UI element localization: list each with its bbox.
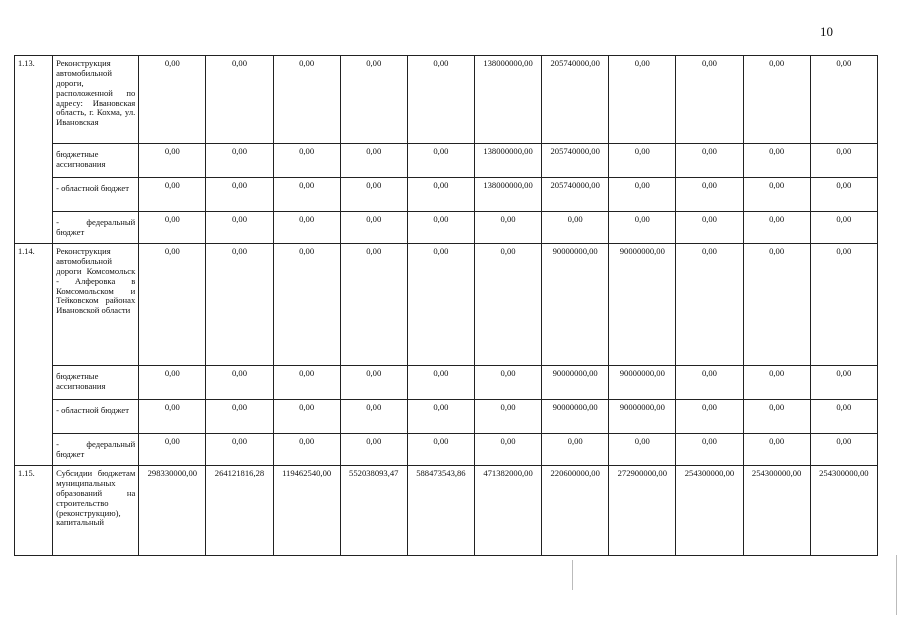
amount-cell: 138000000,00 xyxy=(474,178,541,212)
amount-cell: 0,00 xyxy=(139,178,206,212)
amount-cell: 0,00 xyxy=(340,366,407,400)
amount-cell: 0,00 xyxy=(810,400,877,434)
amount-cell: 0,00 xyxy=(743,244,810,366)
row-label: - федеральный бюджет xyxy=(53,434,139,466)
amount-cell: 0,00 xyxy=(474,400,541,434)
amount-cell: 0,00 xyxy=(273,434,340,466)
amount-cell: 552038093,47 xyxy=(340,466,407,556)
table-row xyxy=(15,244,878,366)
amount-cell: 254300000,00 xyxy=(676,466,743,556)
row-label: Реконструкция автомобильной дороги, расположенной по адресу: Ивановская область, г. Кохма, ул. Ивановская xyxy=(53,56,139,144)
amount-cell: 0,00 xyxy=(206,178,273,212)
amount-cell: 0,00 xyxy=(273,178,340,212)
amount-cell: 0,00 xyxy=(810,212,877,244)
amount-cell: 0,00 xyxy=(676,366,743,400)
amount-cell: 138000000,00 xyxy=(474,144,541,178)
row-index: 1.14. xyxy=(15,244,53,366)
amount-cell: 0,00 xyxy=(206,434,273,466)
table-row xyxy=(15,56,878,144)
budget-table xyxy=(14,55,878,556)
amount-cell: 0,00 xyxy=(810,178,877,212)
amount-cell: 90000000,00 xyxy=(542,366,609,400)
amount-cell: 205740000,00 xyxy=(542,56,609,144)
row-label: бюджетные ассигнования xyxy=(53,366,139,400)
table-row xyxy=(15,144,878,178)
amount-cell: 0,00 xyxy=(139,400,206,434)
amount-cell: 0,00 xyxy=(676,144,743,178)
row-label: Субсидии бюджетам муниципальных образований на строительство (реконструкцию), капитальный xyxy=(53,466,139,556)
amount-cell: 0,00 xyxy=(273,56,340,144)
row-label: - федеральный бюджет xyxy=(53,212,139,244)
row-index: 1.15. xyxy=(15,466,53,556)
amount-cell: 0,00 xyxy=(609,178,676,212)
amount-cell: 0,00 xyxy=(139,212,206,244)
amount-cell: 0,00 xyxy=(474,212,541,244)
amount-cell: 0,00 xyxy=(676,212,743,244)
amount-cell: 0,00 xyxy=(206,56,273,144)
amount-cell: 90000000,00 xyxy=(609,400,676,434)
amount-cell: 0,00 xyxy=(743,400,810,434)
amount-cell: 0,00 xyxy=(273,366,340,400)
amount-cell: 0,00 xyxy=(474,244,541,366)
amount-cell: 254300000,00 xyxy=(810,466,877,556)
amount-cell: 0,00 xyxy=(810,144,877,178)
table-row xyxy=(15,366,878,400)
row-index xyxy=(15,366,53,400)
amount-cell: 0,00 xyxy=(676,56,743,144)
row-index: 1.13. xyxy=(15,56,53,144)
amount-cell: 0,00 xyxy=(206,244,273,366)
amount-cell: 0,00 xyxy=(676,434,743,466)
budget-table-body xyxy=(15,56,878,556)
amount-cell: 0,00 xyxy=(340,178,407,212)
amount-cell: 0,00 xyxy=(407,366,474,400)
row-label: - областной бюджет xyxy=(53,178,139,212)
amount-cell: 298330000,00 xyxy=(139,466,206,556)
amount-cell: 0,00 xyxy=(139,244,206,366)
amount-cell: 0,00 xyxy=(407,178,474,212)
amount-cell: 0,00 xyxy=(340,56,407,144)
row-index xyxy=(15,434,53,466)
amount-cell: 0,00 xyxy=(474,366,541,400)
amount-cell: 254300000,00 xyxy=(743,466,810,556)
amount-cell: 0,00 xyxy=(139,366,206,400)
amount-cell: 0,00 xyxy=(407,400,474,434)
amount-cell: 0,00 xyxy=(743,144,810,178)
amount-cell: 0,00 xyxy=(139,144,206,178)
amount-cell: 0,00 xyxy=(206,212,273,244)
amount-cell: 0,00 xyxy=(609,144,676,178)
row-index xyxy=(15,400,53,434)
amount-cell: 0,00 xyxy=(340,434,407,466)
amount-cell: 0,00 xyxy=(273,400,340,434)
amount-cell: 0,00 xyxy=(810,56,877,144)
row-index xyxy=(15,212,53,244)
amount-cell: 0,00 xyxy=(743,366,810,400)
table-row xyxy=(15,400,878,434)
amount-cell: 0,00 xyxy=(743,212,810,244)
table-row xyxy=(15,178,878,212)
amount-cell: 0,00 xyxy=(542,434,609,466)
amount-cell: 0,00 xyxy=(340,212,407,244)
amount-cell: 0,00 xyxy=(743,178,810,212)
amount-cell: 0,00 xyxy=(340,144,407,178)
amount-cell: 0,00 xyxy=(743,56,810,144)
amount-cell: 0,00 xyxy=(676,244,743,366)
amount-cell: 0,00 xyxy=(139,56,206,144)
amount-cell: 0,00 xyxy=(810,366,877,400)
amount-cell: 205740000,00 xyxy=(542,144,609,178)
amount-cell: 0,00 xyxy=(206,400,273,434)
table-row xyxy=(15,466,878,556)
amount-cell: 0,00 xyxy=(407,56,474,144)
amount-cell: 0,00 xyxy=(542,212,609,244)
table-row xyxy=(15,434,878,466)
amount-cell: 0,00 xyxy=(407,244,474,366)
amount-cell: 0,00 xyxy=(474,434,541,466)
amount-cell: 0,00 xyxy=(609,212,676,244)
amount-cell: 0,00 xyxy=(273,244,340,366)
amount-cell: 0,00 xyxy=(676,178,743,212)
amount-cell: 0,00 xyxy=(810,244,877,366)
amount-cell: 90000000,00 xyxy=(542,400,609,434)
amount-cell: 90000000,00 xyxy=(609,244,676,366)
amount-cell: 119462540,00 xyxy=(273,466,340,556)
amount-cell: 205740000,00 xyxy=(542,178,609,212)
row-label: Реконструкция автомобильной дороги Комсомольск - Алферовка в Комсомольском и Тейковском районах Ивановской области xyxy=(53,244,139,366)
amount-cell: 0,00 xyxy=(206,144,273,178)
scan-mark xyxy=(896,555,897,615)
amount-cell: 90000000,00 xyxy=(542,244,609,366)
amount-cell: 0,00 xyxy=(609,434,676,466)
row-index xyxy=(15,144,53,178)
row-label: - областной бюджет xyxy=(53,400,139,434)
amount-cell: 0,00 xyxy=(139,434,206,466)
row-label: бюджетные ассигнования xyxy=(53,144,139,178)
row-index xyxy=(15,178,53,212)
amount-cell: 220600000,00 xyxy=(542,466,609,556)
page-number: 10 xyxy=(820,24,833,39)
amount-cell: 0,00 xyxy=(206,366,273,400)
amount-cell: 471382000,00 xyxy=(474,466,541,556)
amount-cell: 588473543,86 xyxy=(407,466,474,556)
amount-cell: 0,00 xyxy=(407,212,474,244)
amount-cell: 0,00 xyxy=(407,434,474,466)
amount-cell: 0,00 xyxy=(407,144,474,178)
amount-cell: 90000000,00 xyxy=(609,366,676,400)
amount-cell: 272900000,00 xyxy=(609,466,676,556)
amount-cell: 264121816,28 xyxy=(206,466,273,556)
table-row xyxy=(15,212,878,244)
amount-cell: 138000000,00 xyxy=(474,56,541,144)
amount-cell: 0,00 xyxy=(609,56,676,144)
amount-cell: 0,00 xyxy=(810,434,877,466)
scan-mark xyxy=(572,560,573,590)
amount-cell: 0,00 xyxy=(340,244,407,366)
amount-cell: 0,00 xyxy=(676,400,743,434)
amount-cell: 0,00 xyxy=(743,434,810,466)
amount-cell: 0,00 xyxy=(273,212,340,244)
amount-cell: 0,00 xyxy=(273,144,340,178)
amount-cell: 0,00 xyxy=(340,400,407,434)
